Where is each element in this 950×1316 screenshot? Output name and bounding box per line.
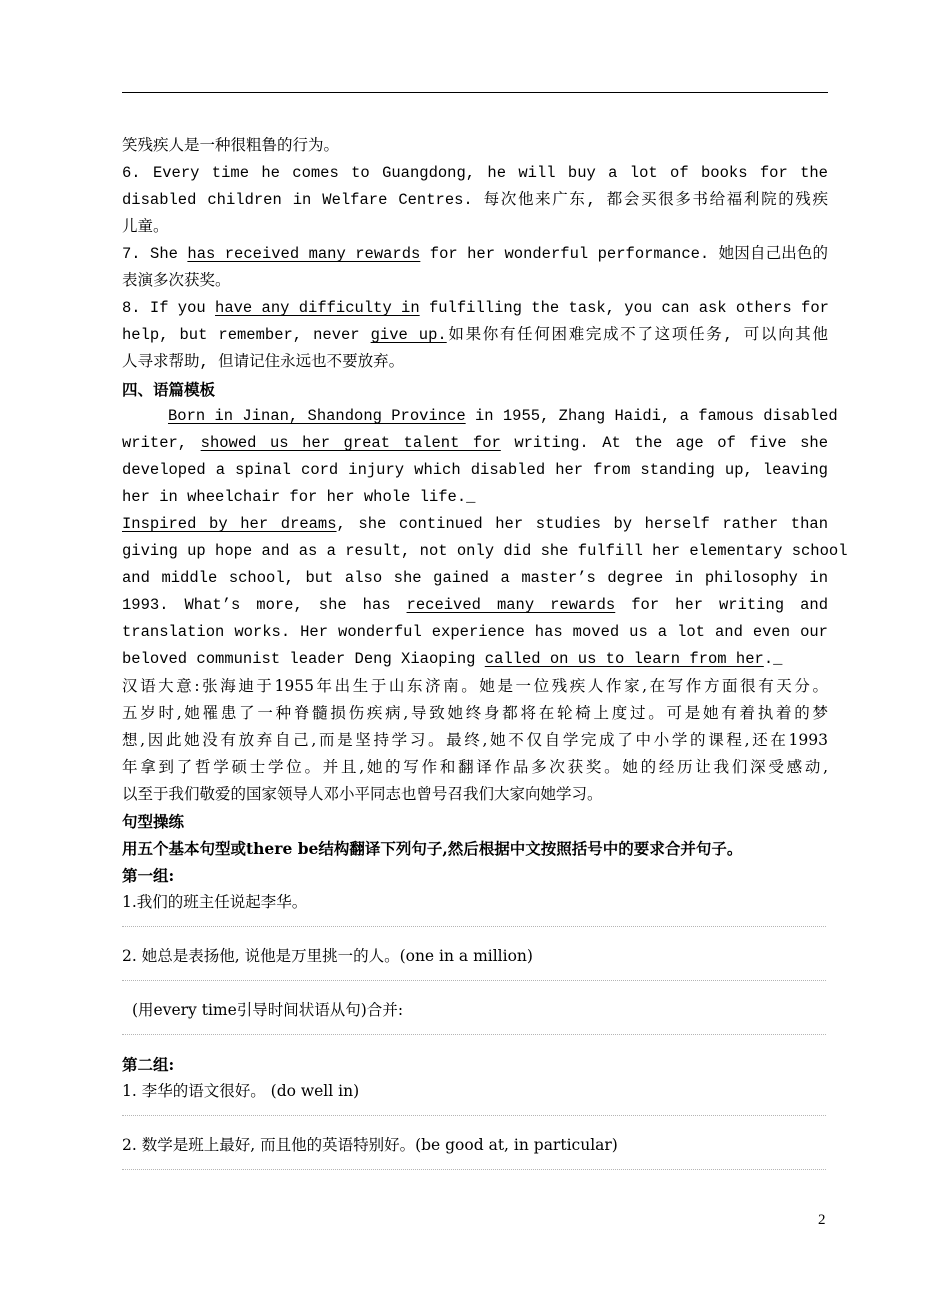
example-6-line-1: 6. Every time he comes to Guangdong, he will buy a lot of books for the xyxy=(122,164,828,182)
summary-line: 五岁时,她罹患了一种脊髓损伤疾病,导致她终身都将在轮椅上度过。可是她有着执着的梦 xyxy=(122,704,828,722)
example-7-line-2: 表演多次获奖。 xyxy=(122,272,231,290)
underlined-phrase: showed us her great talent for xyxy=(200,434,501,452)
answer-line xyxy=(122,1034,826,1035)
section-heading: 四、语篇模板 xyxy=(122,380,216,399)
summary-line: 汉语大意:张海迪于1955年出生于山东济南。她是一位残疾人作家,在写作方面很有天分。 xyxy=(122,677,828,695)
passage-line xyxy=(122,592,828,619)
passage-line: giving up hope and as a result, not only did she fulfill her elementary school xyxy=(122,542,848,560)
text-run: 7. She xyxy=(122,245,188,263)
text-run: 8. If you xyxy=(122,299,216,317)
page-number: 2 xyxy=(818,1212,826,1228)
passage-line xyxy=(122,403,838,430)
answer-area[interactable] xyxy=(122,1024,828,1051)
underlined-phrase: has received many rewards xyxy=(187,245,421,263)
answer-line xyxy=(122,1169,826,1170)
text-line: 笑残疾人是一种很粗鲁的行为。 xyxy=(122,137,340,155)
passage-line: translation works. Her wonderful experience has moved us a lot and even our xyxy=(122,623,828,641)
passage-line xyxy=(122,646,828,673)
underlined-phrase: give up. xyxy=(370,326,447,344)
question-2: 2. 她总是表扬他, 说他是万里挑一的人。(one in a million) xyxy=(122,947,533,965)
underlined-phrase: have any difficulty in xyxy=(215,299,420,317)
text-run: writer, xyxy=(122,434,201,452)
passage-line xyxy=(122,430,828,457)
example-6-line-2: disabled children in Welfare Centres. 每次他来广东, 都会买很多书给福利院的残疾 xyxy=(122,191,828,209)
answer-line xyxy=(122,926,826,927)
passage-line: developed a spinal cord injury which disabled her from standing up, leaving xyxy=(122,461,828,479)
text-run: help, but remember, never xyxy=(122,326,371,344)
summary-line: 想,因此她没有放弃自己,而是坚持学习。最终,她不仅自学完成了中小学的课程,还在1993 xyxy=(122,731,828,749)
blank-mark: _ xyxy=(466,488,476,506)
summary-line: 以至于我们敬爱的国家领导人邓小平同志也曾号召我们大家向她学习。 xyxy=(122,785,603,803)
answer-area[interactable] xyxy=(122,1105,828,1132)
instruction: 用五个基本句型或there be结构翻译下列句子,然后根据中文按照括号中的要求合并句子。 xyxy=(122,839,743,858)
text-run: for her writing and xyxy=(615,596,828,614)
text-run: 1993. What’s more, she has xyxy=(122,596,407,614)
text-run: fulfilling the task, you can ask others for xyxy=(419,299,829,317)
underlined-phrase: called on us to learn from her xyxy=(484,650,764,668)
text-run: her in wheelchair for her whole life. xyxy=(122,488,467,506)
text-run: 如果你有任何困难完成不了这项任务, 可以向其他 xyxy=(446,326,828,344)
header-rule xyxy=(122,92,828,93)
text-run: . xyxy=(763,650,774,668)
example-7-line-1 xyxy=(122,241,828,268)
group-title: 第一组: xyxy=(122,866,175,885)
example-8-line-3: 人寻求帮助, 但请记住永远也不要放弃。 xyxy=(122,353,405,371)
answer-line xyxy=(122,1115,826,1116)
text-run: , she continued her studies by herself rather than xyxy=(336,515,828,533)
example-6-line-3: 儿童。 xyxy=(122,218,169,236)
page-content xyxy=(122,133,848,1186)
passage-line: and middle school, but also she gained a master’s degree in philosophy in xyxy=(122,569,828,587)
answer-area[interactable] xyxy=(122,1159,828,1186)
combine-instruction: (用every time引导时间状语从句)合并: xyxy=(132,1001,404,1019)
group-title: 第二组: xyxy=(122,1055,175,1074)
text-run: in 1955, Zhang Haidi, a famous disabled xyxy=(465,407,838,425)
section-heading: 句型操练 xyxy=(122,812,185,831)
underlined-phrase: Born in Jinan, Shandong Province xyxy=(168,407,466,425)
passage-line xyxy=(122,511,828,538)
summary-line: 年拿到了哲学硕士学位。并且,她的写作和翻译作品多次获奖。她的经历让我们深受感动, xyxy=(122,758,828,776)
answer-area[interactable] xyxy=(122,916,828,943)
text-run: writing. At the age of five she xyxy=(500,434,828,452)
question-1: 1.我们的班主任说起李华。 xyxy=(122,893,308,911)
text-run: for her wonderful performance. 她因自己出色的 xyxy=(420,245,828,263)
underlined-phrase: received many rewards xyxy=(406,596,616,614)
text-run: beloved communist leader Deng Xiaoping xyxy=(122,650,485,668)
answer-area[interactable] xyxy=(122,970,828,997)
blank-mark: _ xyxy=(773,650,783,668)
question-2: 2. 数学是班上最好, 而且他的英语特别好。(be good at, in particular) xyxy=(122,1136,618,1154)
underlined-phrase: Inspired by her dreams xyxy=(122,515,337,533)
passage-line xyxy=(122,484,828,511)
question-1: 1. 李华的语文很好。 (do well in) xyxy=(122,1082,360,1100)
answer-line xyxy=(122,980,826,981)
example-8-line-2 xyxy=(122,322,828,349)
example-8-line-1 xyxy=(122,295,828,322)
